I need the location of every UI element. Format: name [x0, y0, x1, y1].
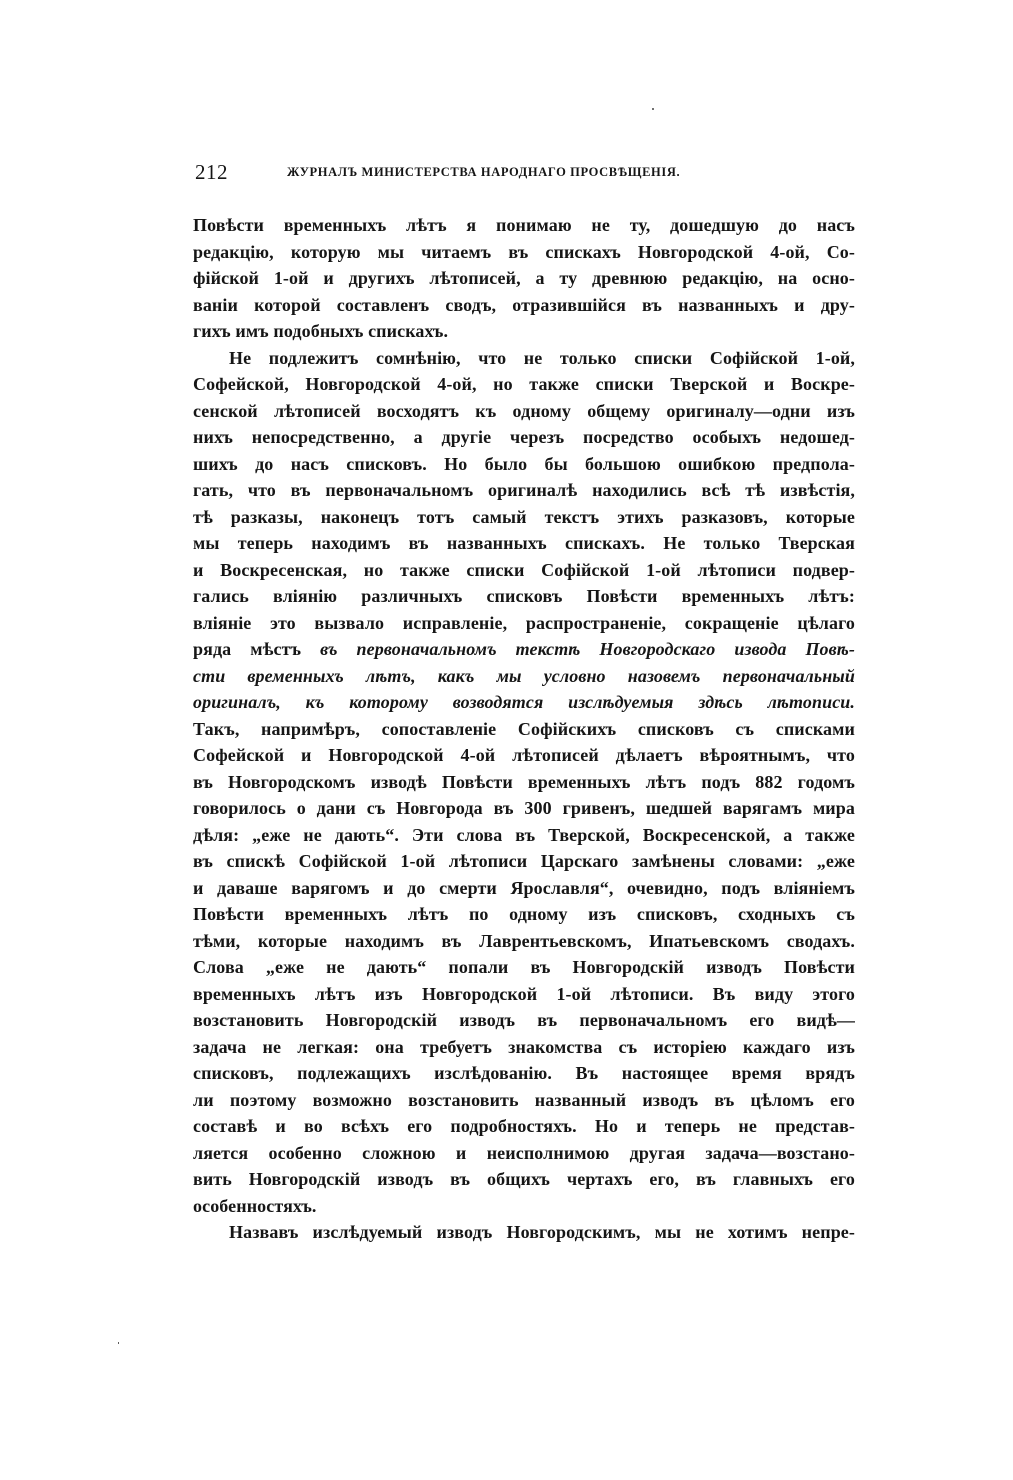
text-line: возстановить Новгородскій изводъ въ первоначальномъ его видѣ— — [193, 1010, 855, 1030]
text-line: списковъ, подлежащихъ изслѣдованію. Въ настоящее время врядъ — [193, 1063, 855, 1083]
text-line: Повѣсти временныхъ лѣтъ по одному изъ списковъ, сходныхъ съ — [193, 904, 855, 924]
page-header — [195, 160, 855, 186]
paragraph-3 — [193, 1219, 855, 1246]
text-line: нихъ непосредственно, а другіе черезъ посредство особыхъ недошед- — [193, 427, 855, 447]
text-line: Не подлежитъ сомнѣнію, что не только списки Софійской 1-ой, — [229, 347, 855, 368]
text-line: составѣ и во всѣхъ его подробностяхъ. Но и теперь не представ- — [193, 1116, 855, 1136]
text-line: дѣля: „еже не дають“. Эти слова въ Тверской, Воскресенской, а также — [193, 824, 855, 845]
text-line: особенностяхъ. — [193, 1195, 317, 1216]
text-line: ляется особенно сложною и неисполнимою другая задача—возстано- — [193, 1142, 855, 1163]
text-line: Назвавъ изслѣдуемый изводъ Новгородскимъ, мы не хотимъ непре- — [229, 1222, 855, 1242]
running-title: ЖУРНАЛЪ МИНИСТЕРСТВА НАРОДНАГО ПРОСВѢЩЕНІЯ. — [287, 165, 681, 179]
text-line: гались вліянію различныхъ списковъ Повѣсти временныхъ лѣтъ: — [193, 586, 855, 606]
text-segment: ряда мѣстъ — [193, 639, 321, 659]
text-line: въ спискѣ Софійской 1-ой лѣтописи Царскаго замѣнены словами: „еже — [193, 851, 855, 871]
text-line: и даваше варягомъ и до смерти Ярославля“, очевидно, подъ вліяніемъ — [193, 877, 855, 898]
text-line: фійской 1-ой и другихъ лѣтописей, а ту древнюю редакцію, на осно- — [193, 268, 855, 288]
text-line: тѣми, которые находимъ въ Лаврентьевскомъ, Ипатьевскомъ сводахъ. — [193, 930, 855, 951]
text-line: Софейской и Новгородской 4-ой лѣтописей дѣлаетъ вѣроятнымъ, что — [193, 745, 855, 765]
text-line: шихъ до насъ списковъ. Но было бы большою ошибкою предпола- — [193, 453, 855, 474]
text-line: ваніи которой составленъ сводъ, отразившійся въ названныхъ и дру- — [193, 294, 855, 315]
text-line: задача не легкая: она требуетъ знакомства съ исторіею каждаго изъ — [193, 1036, 855, 1057]
text-line: въ Новгородскомъ изводѣ Повѣсти временныхъ лѣтъ подъ 882 годомъ — [193, 771, 855, 792]
text-line: временныхъ лѣтъ изъ Новгородской 1-ой лѣтописи. Въ виду этого — [193, 983, 855, 1004]
paragraph-1 — [193, 212, 855, 345]
text-line: Такъ, напримѣръ, сопоставленіе Софійскихъ списковъ съ списками — [193, 718, 855, 739]
text-line: гихъ имъ подобныхъ спискахъ. — [193, 321, 449, 341]
text-line: Повѣсти временныхъ лѣтъ я понимаю не ту, дошедшую до насъ — [193, 215, 855, 235]
paragraph-2 — [193, 345, 855, 1220]
text-line: тѣ разказы, наконецъ тотъ самый текстъ этихъ разказовъ, которые — [193, 506, 855, 527]
text-line: сенской лѣтописей восходятъ къ одному общему оригиналу—одни изъ — [193, 400, 855, 421]
text-line: гать, что въ первоначальномъ оригиналѣ находились всѣ тѣ извѣстія, — [193, 480, 855, 500]
text-line: Софейской, Новгородской 4-ой, но также списки Тверской и Воскре- — [193, 374, 855, 394]
text-line-mixed — [193, 636, 855, 663]
text-line: и Воскресенская, но также списки Софійской 1-ой лѣтописи подвер- — [193, 559, 855, 580]
body-text — [193, 212, 855, 1246]
print-speck — [118, 1342, 119, 1344]
page-number: 212 — [195, 160, 228, 184]
text-line: вліяніе это вызвало исправленіе, распространеніе, сокращеніе цѣлаго — [193, 612, 855, 633]
text-line: редакцію, которую мы читаемъ въ спискахъ Новгородской 4-ой, Со- — [193, 241, 855, 262]
text-line: вить Новгородскій изводъ въ общихъ чертахъ его, въ главныхъ его — [193, 1169, 855, 1189]
print-speck — [652, 108, 654, 110]
italic-line: сти временныхъ лѣтъ, какъ мы условно назовемъ первоначальный — [193, 665, 855, 686]
text-line: ли поэтому возможно возстановить названный изводъ въ цѣломъ его — [193, 1089, 855, 1110]
text-line: мы теперь находимъ въ названныхъ спискахъ. Не только Тверская — [193, 533, 855, 553]
text-line: говорилось о дани съ Новгорода въ 300 гривенъ, шедшей варягамъ мира — [193, 798, 855, 818]
text-line: Слова „еже не дають“ попали въ Новгородскій изводъ Повѣсти — [193, 957, 855, 977]
italic-line: оригиналъ, къ которому возводятся изслѣдуемыя здѣсь лѣтописи. — [193, 692, 855, 712]
italic-segment: въ первоначальномъ текстѣ Новгородскаго извода Повѣ- — [320, 639, 855, 659]
